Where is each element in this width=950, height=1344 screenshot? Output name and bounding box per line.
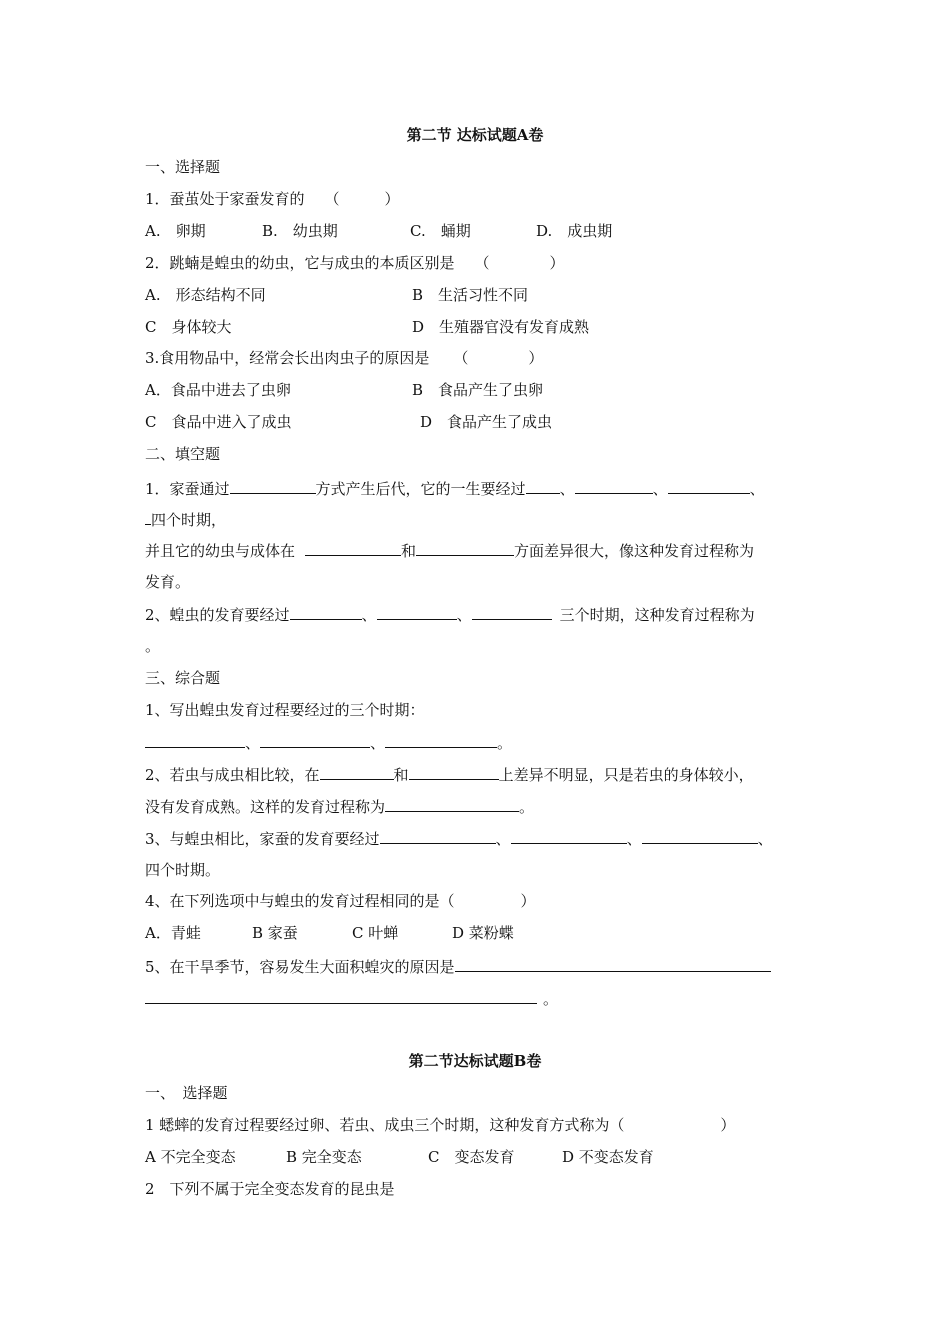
answer-blank[interactable]	[305, 540, 401, 556]
separator: 、	[495, 830, 511, 848]
comp-question-2-line2	[145, 796, 534, 817]
question-stem: 1．蚕茧处于家蚕发育的	[145, 190, 305, 208]
option-c: C 食品中进入了成虫	[145, 413, 292, 431]
answer-blank[interactable]	[668, 478, 750, 494]
option-d: D 不变态发育	[562, 1148, 654, 1166]
text: 1．家蚕通过	[145, 480, 230, 498]
question-stem: 4、在下列选项中与蝗虫的发育过程相同的是（	[145, 892, 455, 910]
option-b: B 生活习性不同	[412, 286, 529, 304]
option-b: B 完全变态	[286, 1148, 362, 1166]
question-stem: 3.食用物品中，经常会长出肉虫子的原因是	[145, 349, 430, 367]
comp-question-3-line2: 四个时期。	[145, 861, 221, 879]
option-c: C 身体较大	[145, 318, 232, 336]
fill-question-1-line4: 发育。	[145, 573, 191, 591]
text: 2、蝗虫的发育要经过	[145, 606, 290, 624]
question-a2	[145, 253, 565, 273]
separator: 、	[757, 830, 773, 848]
answer-blank[interactable]	[385, 732, 497, 748]
section-choice-heading-b: 一、 选择题	[145, 1084, 228, 1102]
separator: 、	[361, 606, 377, 624]
answer-blank[interactable]	[642, 828, 758, 844]
answer-blank[interactable]	[472, 604, 552, 620]
option-d: D. 成虫期	[536, 222, 613, 240]
option-a: A. 形态结构不同	[145, 286, 266, 304]
fill-question-1-line2	[145, 509, 226, 530]
answer-blank[interactable]	[526, 478, 560, 494]
text: 。	[543, 990, 559, 1008]
comp-question-1: 1、写出蝗虫发育过程要经过的三个时期：	[145, 701, 425, 719]
answer-parens: ）	[720, 1116, 736, 1134]
text: 。	[497, 734, 513, 752]
text: 方面差异很大，像这种发育过程称为	[514, 542, 755, 560]
option-c: C 叶蝉	[352, 924, 399, 942]
separator: 、	[456, 606, 472, 624]
comp-question-4	[145, 891, 536, 911]
answer-blank[interactable]	[145, 988, 537, 1004]
separator: 、	[370, 734, 386, 752]
separator: 、	[559, 480, 575, 498]
question-b1	[145, 1115, 735, 1135]
option-b: B. 幼虫期	[262, 222, 338, 240]
option-d: D 食品产生了成虫	[420, 413, 553, 431]
question-a1	[145, 189, 400, 209]
comp-question-3-line1	[145, 828, 773, 849]
comp-question-1-answers	[145, 732, 512, 753]
text: 5、在干旱季节，容易发生大面积蝗灾的原因是	[145, 958, 455, 976]
text: 3、与蝗虫相比，家蚕的发育要经过	[145, 830, 380, 848]
answer-blank[interactable]	[230, 478, 316, 494]
text: 。	[519, 798, 535, 816]
section-fill-heading: 二、填空题	[145, 445, 221, 463]
answer-blank[interactable]	[290, 604, 362, 620]
text: 四个时期，	[151, 511, 227, 529]
separator: 、	[245, 734, 261, 752]
answer-blank[interactable]	[320, 764, 394, 780]
text: 三个时期，这种发育过程称为	[559, 606, 755, 624]
answer-blank[interactable]	[385, 796, 519, 812]
answer-parens: ）	[520, 892, 536, 910]
section-choice-heading: 一、选择题	[145, 158, 221, 176]
answer-parens: （ ）	[474, 254, 565, 272]
option-a: A．食品中进去了虫卵	[145, 381, 291, 399]
comp-question-5-line1	[145, 956, 771, 977]
option-a: A．青蛙	[145, 924, 201, 942]
option-c: C. 蛹期	[410, 222, 471, 240]
answer-blank[interactable]	[455, 956, 771, 972]
question-stem: 1 蟋蟀的发育过程要经过卵、若虫、成虫三个时期，这种发育方式称为（	[145, 1116, 625, 1134]
question-b2: 2 下列不属于完全变态发育的昆虫是	[145, 1180, 395, 1198]
option-d: D 菜粉蝶	[452, 924, 514, 942]
question-a3	[145, 348, 543, 368]
separator: 、	[652, 480, 668, 498]
part-a-title: 第二节 达标试题A卷	[406, 126, 544, 144]
fill-question-2-line2: 。	[145, 637, 161, 655]
separator: 、	[749, 480, 765, 498]
answer-blank[interactable]	[260, 732, 370, 748]
text: 方式产生后代，它的一生要经过	[315, 480, 526, 498]
separator: 、	[626, 830, 642, 848]
comp-question-5-line2	[145, 988, 558, 1009]
text: 并且它的幼虫与成体在	[145, 542, 296, 560]
fill-question-2-line1	[145, 604, 755, 625]
text: 上差异不明显，只是若虫的身体较小，	[498, 766, 754, 784]
option-c: C 变态发育	[428, 1148, 515, 1166]
section-comprehensive-heading: 三、综合题	[145, 669, 221, 687]
question-stem: 2．跳蝻是蝗虫的幼虫，它与成虫的本质区别是	[145, 254, 455, 272]
option-a: A 不完全变态	[145, 1148, 236, 1166]
answer-blank[interactable]	[145, 732, 245, 748]
option-d: D 生殖器官没有发育成熟	[412, 318, 590, 336]
answer-blank[interactable]	[380, 828, 496, 844]
answer-blank[interactable]	[377, 604, 457, 620]
answer-blank[interactable]	[575, 478, 653, 494]
text: 没有发育成熟。这样的发育过程称为	[145, 798, 386, 816]
text: 2、若虫与成虫相比较，在	[145, 766, 320, 784]
option-b: B 食品产生了虫卵	[412, 381, 544, 399]
answer-blank[interactable]	[409, 764, 499, 780]
answer-parens: （ ）	[453, 349, 544, 367]
option-a: A. 卵期	[145, 222, 206, 240]
text: 和	[393, 766, 409, 784]
part-b-title: 第二节达标试题B卷	[408, 1052, 542, 1070]
fill-question-1-line3	[145, 540, 754, 561]
option-b: B 家蚕	[252, 924, 298, 942]
answer-blank[interactable]	[416, 540, 514, 556]
comp-question-2-line1	[145, 764, 754, 785]
answer-parens: （ ）	[324, 190, 400, 208]
answer-blank[interactable]	[511, 828, 627, 844]
fill-question-1-line1	[145, 478, 765, 499]
text: 和	[401, 542, 417, 560]
